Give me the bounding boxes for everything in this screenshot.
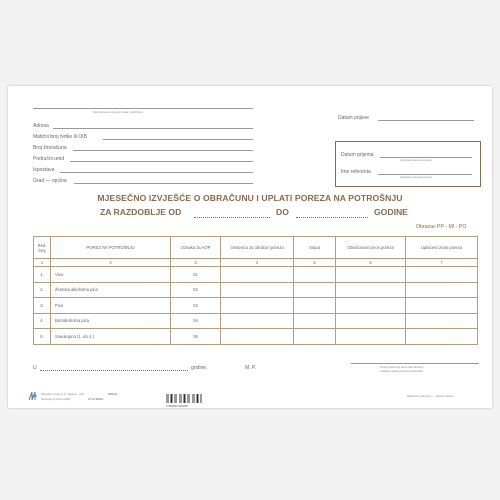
col-header-obracunani: Obračunani iznos poreza (336, 237, 406, 259)
osnovica-cell[interactable] (221, 329, 294, 345)
ime-referenta-caption: (ispunjava porezna uprava) (400, 176, 432, 179)
field-adresa-label: Adresa (33, 123, 49, 129)
row-label: Bezalkoholna pića (51, 313, 171, 329)
row-label: Žestoka alkoholna pića (51, 282, 171, 298)
col-number: 2 (51, 259, 171, 267)
stopa-cell[interactable] (294, 282, 336, 298)
osnovica-cell[interactable] (221, 313, 294, 329)
datum-prijave-label: Datum prijave (338, 115, 369, 121)
publisher-logo-icon (28, 391, 38, 401)
row-number: 4. (34, 313, 51, 329)
osnovica-cell[interactable] (221, 267, 294, 283)
uplaceni-cell[interactable] (406, 329, 478, 345)
tax-office-caption: Naziv porezne uprave ili ureda / podružnice (93, 111, 143, 114)
row-label: Vino (51, 267, 171, 283)
row-aop: 02 (171, 282, 221, 298)
datum-prijema-line[interactable] (380, 157, 472, 158)
obracunani-cell[interactable] (336, 267, 406, 283)
table-row (34, 282, 478, 298)
row-aop: 01 (171, 267, 221, 283)
datum-prijema-label: Datum prijema (341, 152, 374, 158)
form-title: MJESEČNO IZVJEŠĆE O OBRAČUNU I UPLATI POREZA NA POTROŠNJU (97, 193, 403, 203)
tax-office-box (335, 141, 481, 187)
datum-prijema-caption: (ispunjava porezna uprava) (400, 159, 432, 162)
form-code: Obrazac PP - MI - PO (416, 224, 467, 230)
field-ziroracun-line[interactable] (73, 150, 253, 151)
field-ispostava-label: Ispostava (33, 167, 55, 173)
do-label: DO (276, 207, 289, 217)
uplaceni-cell[interactable] (406, 267, 478, 283)
form-code-1: UT-III-394/A (88, 397, 104, 401)
row-aop: 04 (171, 313, 221, 329)
field-oib-line[interactable] (103, 139, 253, 140)
uplaceni-cell[interactable] (406, 313, 478, 329)
row-label: Sveukupno (1. do 4.) (51, 329, 171, 345)
footer-u-label: U (33, 365, 37, 371)
field-adresa-line[interactable] (53, 128, 253, 129)
period-to-field[interactable] (296, 217, 368, 218)
signature-caption-1: Potpis porezonog obveznika odnosno (380, 366, 424, 369)
col-header-porez: POREZ NA POTROŠNJU (51, 237, 171, 259)
signature-caption-2: ovlaštene osobe poreznog obveznika (380, 370, 423, 373)
row-number: 1. (34, 267, 51, 283)
column-number-row (34, 259, 478, 267)
godine-label: GODINE (374, 207, 408, 217)
field-ziroracun-label: Broj žiroračuna (33, 145, 67, 151)
col-number: 6 (336, 259, 406, 267)
footer-godine-label: godine. (191, 365, 208, 371)
col-header-aop: Oznaka za AOP (171, 237, 221, 259)
footer-place-field[interactable] (40, 370, 188, 371)
ime-referenta-line[interactable] (378, 174, 472, 175)
field-grad-line[interactable] (74, 183, 253, 184)
copyright-notice: Zaštićeno zakonom — Stranci zabran (407, 394, 454, 398)
obracunani-cell[interactable] (336, 282, 406, 298)
col-number: 1 (34, 259, 51, 267)
datum-prijave-line[interactable] (378, 120, 474, 121)
row-number: 5. (34, 329, 51, 345)
col-number: 4 (221, 259, 294, 267)
signature-line[interactable] (351, 363, 479, 364)
barcode-number: 3 856020 931090 (166, 404, 188, 408)
field-podrucni-ured-line[interactable] (70, 161, 253, 162)
ime-referenta-label: Ime referenta (341, 169, 371, 175)
obracunani-cell[interactable] (336, 313, 406, 329)
row-number: 2. (34, 282, 51, 298)
stopa-cell[interactable] (294, 329, 336, 345)
col-header-osnovica: Osnovica za obračun poreza (221, 237, 294, 259)
stopa-cell[interactable] (294, 313, 336, 329)
col-header-uplaceni: Uplaćeni iznos poreza (406, 237, 478, 259)
field-ispostava-line[interactable] (60, 172, 253, 173)
uplaceni-cell[interactable] (406, 298, 478, 314)
osnovica-cell[interactable] (221, 298, 294, 314)
field-oib-label: Matični broj tvrtke ili OIB (33, 134, 87, 140)
row-number: 3. (34, 298, 51, 314)
period-from-field[interactable] (194, 217, 270, 218)
tax-office-line[interactable] (33, 108, 253, 109)
publisher-line-2: Obrazac po izvornoj/čki (41, 397, 71, 401)
col-header-stopa: Stopa (294, 237, 336, 259)
col-number: 7 (406, 259, 478, 267)
row-aop: 03 (171, 298, 221, 314)
col-number: 3 (171, 259, 221, 267)
uplaceni-cell[interactable] (406, 282, 478, 298)
stamp-mp-label: M. P. (245, 365, 257, 371)
field-podrucni-ured-label: Područni ured (33, 156, 65, 162)
table-row (34, 329, 478, 345)
field-grad-label: Grad — općina (33, 178, 67, 184)
col-number: 5 (294, 259, 336, 267)
table-row (34, 313, 478, 329)
barcode-image (166, 394, 202, 403)
row-label: Pivo (51, 298, 171, 314)
stopa-cell[interactable] (294, 298, 336, 314)
za-razdoblje-label: ZA RAZDOBLJE OD (100, 207, 182, 217)
osnovica-cell[interactable] (221, 282, 294, 298)
stopa-cell[interactable] (294, 267, 336, 283)
form-code-2: 006212 (108, 392, 118, 396)
table-header-row (34, 237, 478, 259)
row-aop: 05 (171, 329, 221, 345)
obracunani-cell[interactable] (336, 329, 406, 345)
col-header-redni-broj: Red. broj (34, 237, 51, 259)
obracunani-cell[interactable] (336, 298, 406, 314)
table-row (34, 267, 478, 283)
publisher-line-1: Narodne novine d.d., Zagreb - (01) (41, 392, 85, 396)
form-sheet (8, 86, 492, 408)
table-row (34, 298, 478, 314)
tax-table (33, 236, 478, 345)
